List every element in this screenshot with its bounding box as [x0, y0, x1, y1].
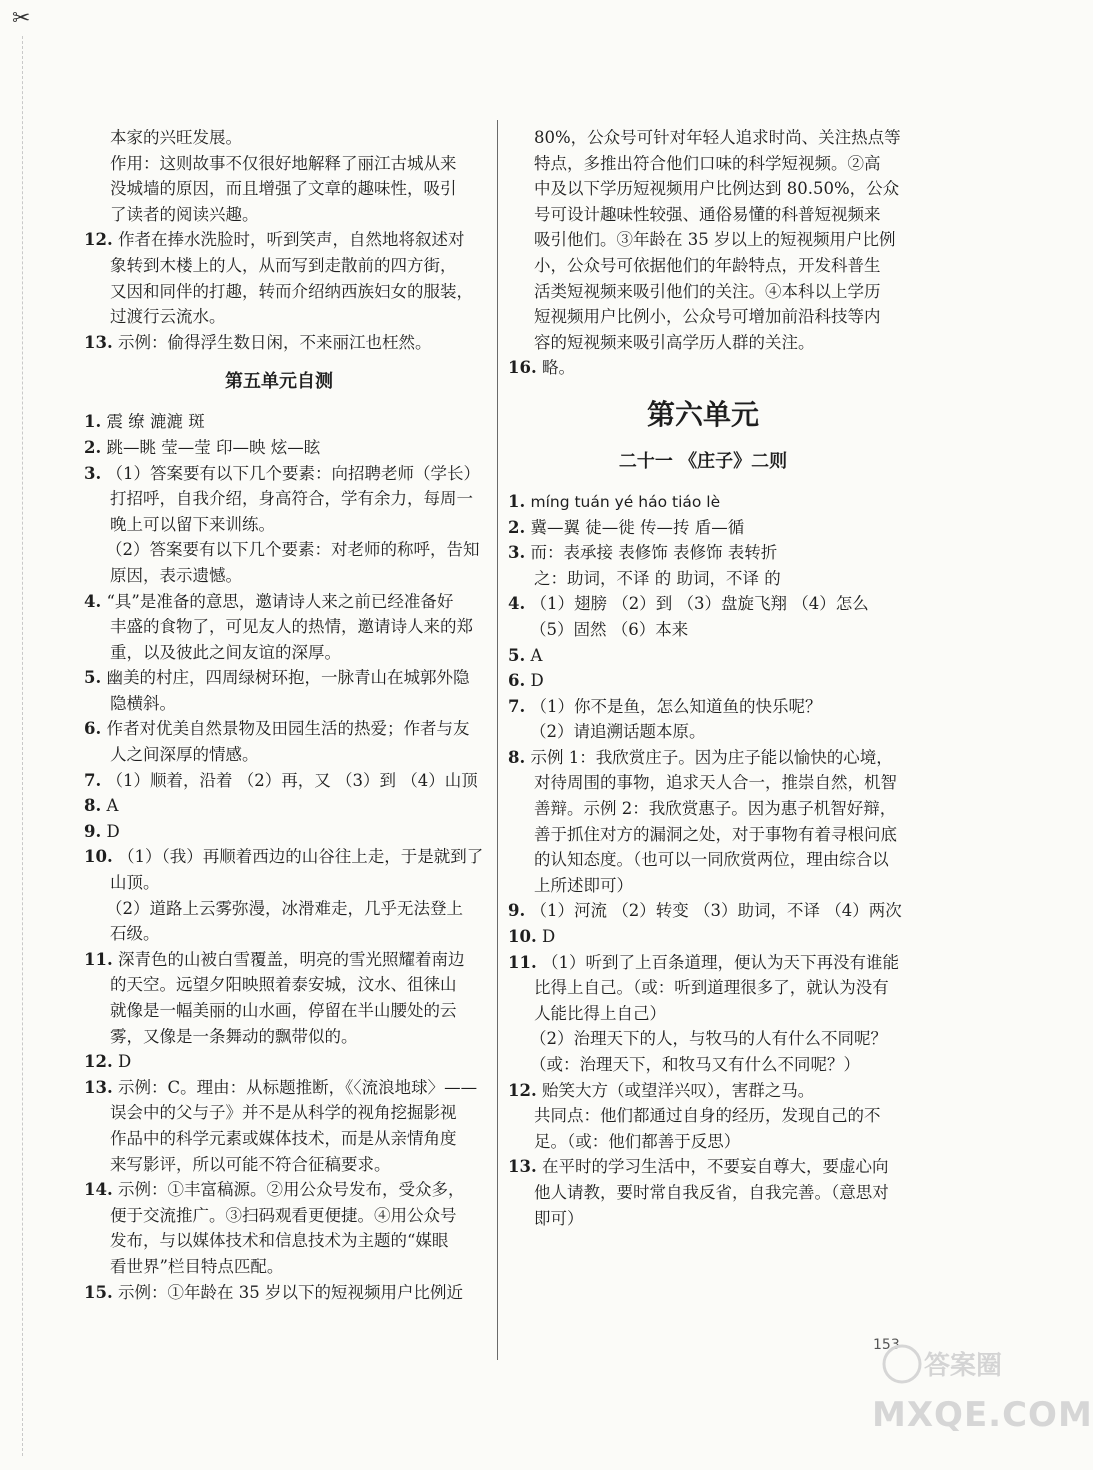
- answer-line: [84, 1049, 474, 1075]
- answer-text: 打招呼，自我介绍，身高符合，学有余力，每周一: [110, 489, 473, 509]
- answer-line: [508, 253, 898, 279]
- left-column: [84, 125, 484, 1305]
- answer-line: [84, 151, 474, 177]
- answer-line: [508, 125, 901, 151]
- answer-line: [84, 870, 474, 896]
- answer-line: [84, 1126, 474, 1152]
- answer-line: [84, 125, 474, 151]
- answer-line: [84, 768, 478, 794]
- answer-text: 的认知态度。（也可以一同欣赏两位，理由综合以: [534, 850, 889, 870]
- answer-line: [84, 202, 474, 228]
- answer-line: [508, 1129, 898, 1155]
- question-number: 8.: [508, 747, 526, 767]
- answer-line: [508, 202, 898, 228]
- answer-line: [508, 643, 898, 669]
- answer-text: 贻笑大方（或望洋兴叹），害群之马。: [541, 1080, 815, 1100]
- answer-line: [508, 822, 898, 848]
- answer-line: [508, 873, 898, 899]
- answer-line: [508, 1206, 898, 1232]
- answer-line: [84, 742, 474, 768]
- answer-text: （1）你不是鱼，怎么知道鱼的快乐呢？: [530, 696, 822, 716]
- answer-text: （1）河流 （2）转变 （3）助词，不译 （4）两次: [530, 901, 902, 921]
- answer-text: 没城墙的原因，而且增强了文章的趣味性，吸引: [110, 179, 457, 199]
- question-number: 1.: [84, 412, 102, 432]
- question-number: 1.: [508, 491, 526, 511]
- question-number: 8.: [84, 796, 102, 816]
- column-divider: [497, 120, 498, 1360]
- answer-text: 即可）: [534, 1208, 584, 1228]
- answer-line: [84, 896, 474, 922]
- answer-text: 略。: [541, 358, 575, 378]
- question-number: 3.: [508, 543, 526, 563]
- answer-line: [508, 1001, 898, 1027]
- answer-line: [508, 279, 898, 305]
- answer-text: 特点，多推出符合他们口味的科学短视频。②高: [534, 153, 881, 173]
- answer-line: [84, 947, 474, 973]
- answer-line: [508, 227, 898, 253]
- answer-text: （5）固然 （6）本来: [530, 619, 689, 639]
- question-number: 2.: [84, 437, 102, 457]
- answer-text: 冀—翼 徒—徙 传—抟 盾—循: [530, 517, 745, 537]
- answer-line: [508, 540, 898, 566]
- answer-line: [84, 819, 474, 845]
- answer-line: [84, 844, 484, 870]
- answer-text: 作者在捧水洗脸时，听到笑声，自然地将叙述对: [117, 230, 465, 250]
- answer-line: [508, 975, 898, 1001]
- question-number: 13.: [84, 1077, 113, 1097]
- question-number: 12.: [508, 1080, 537, 1100]
- answer-text: 善辩。示例 2：我欣赏惠子。因为惠子机智好辩，: [534, 799, 897, 819]
- unit-title: 第六单元: [646, 397, 759, 431]
- answer-line: [508, 898, 902, 924]
- answer-text: 作品中的科学元素或媒体技术，而是从亲情角度: [110, 1128, 457, 1148]
- answer-text: 幽美的村庄，四周绿树环抱，一脉青山在城郭外隐: [106, 668, 470, 688]
- answer-line: [508, 304, 898, 330]
- answer-line: [508, 566, 898, 592]
- answer-text: 本家的兴旺发展。: [110, 128, 242, 147]
- question-number: 7.: [508, 696, 526, 716]
- answer-text: 原因，表示遗憾。: [110, 565, 242, 585]
- answer-line: [84, 409, 474, 435]
- answer-text: 示例：C。理由：从标题推断，《〈流浪地球〉——: [117, 1077, 478, 1097]
- answer-text: 共同点：他们都通过自身的经历，发现自己的不: [534, 1106, 881, 1126]
- answer-text: 之：助词，不译 的 助词，不译 的: [534, 568, 781, 588]
- answer-line: [84, 1100, 474, 1126]
- answer-line: [508, 668, 898, 694]
- answer-line: [84, 1075, 478, 1101]
- answer-text: 了读者的阅读兴趣。: [110, 204, 259, 224]
- answer-line: [84, 1228, 474, 1254]
- answer-text: A: [106, 796, 119, 816]
- answer-line: [84, 279, 474, 305]
- question-number: 15.: [84, 1282, 113, 1302]
- answer-line: [84, 640, 474, 666]
- question-number: 5.: [508, 645, 526, 665]
- answer-text: 的天空。远望夕阳映照着泰安城，汶水、徂徕山: [110, 975, 457, 995]
- answer-text: 就像是一幅美丽的山水画，停留在半山腰处的云: [110, 1001, 457, 1020]
- question-number: 13.: [508, 1157, 537, 1177]
- question-number: 2.: [508, 517, 526, 537]
- answer-text: （2）答案要有以下几个要素：对老师的称呼，告知: [106, 540, 480, 560]
- watermark-text: MXQE.COM: [872, 1395, 1093, 1435]
- answer-text: 活类短视频来吸引他们的关注。④本科以上学历: [534, 281, 881, 301]
- answer-line: [84, 589, 474, 615]
- answer-text: 示例 1：我欣赏庄子。因为庄子能以愉快的心境，: [530, 747, 893, 767]
- answer-line: [508, 847, 898, 873]
- answer-line: [508, 770, 898, 796]
- answer-line: [84, 304, 474, 330]
- answer-text: 象转到木楼上的人，从而写到走散前的四方街，: [110, 255, 457, 275]
- answer-text: 隐横斜。: [110, 693, 176, 713]
- answer-text: 人能比得上自己）: [534, 1003, 666, 1023]
- answer-text: （1）翅膀 （2）到 （3）盘旋飞翔 （4）怎么: [530, 594, 869, 614]
- question-number: 6.: [508, 671, 526, 691]
- answer-text: “具”是准备的意思，邀请诗人来之前已经准备好: [106, 591, 454, 611]
- answer-text: 重，以及彼此之间友谊的深厚。: [110, 642, 341, 662]
- answer-text: 作用：这则故事不仅很好地解释了丽江古城从来: [110, 153, 457, 173]
- answer-line: [84, 330, 474, 356]
- answer-text: 容的短视频来吸引高学历人群的关注。: [534, 332, 815, 352]
- answer-text: 误会中的父与子》并不是从科学的视角挖掘影视: [110, 1103, 457, 1123]
- spacer: [84, 355, 474, 369]
- question-number: 14.: [84, 1180, 113, 1200]
- answer-line: [84, 1203, 474, 1229]
- answer-line: [508, 617, 898, 643]
- answer-text: 吸引他们。③年龄在 35 岁以上的短视频用户比例: [534, 230, 896, 250]
- question-number: 11.: [508, 952, 537, 972]
- answer-line: [84, 227, 474, 253]
- answer-line: [84, 691, 474, 717]
- answer-text: 人之间深厚的情感。: [110, 745, 259, 765]
- answer-line: [84, 461, 480, 487]
- answer-line: [84, 793, 474, 819]
- answer-line: [84, 1280, 474, 1306]
- question-number: 10.: [84, 847, 113, 867]
- spacer: [508, 475, 898, 489]
- answer-text: （1）听到了上百条道理，便认为天下再没有谁能: [541, 952, 899, 972]
- question-number: 13.: [84, 332, 113, 352]
- answer-text: 石级。: [110, 924, 160, 944]
- spacer: [508, 435, 898, 449]
- answer-line: [84, 665, 474, 691]
- answer-text: D: [106, 821, 120, 841]
- answer-line: [508, 1180, 898, 1206]
- answer-text: 比得上自己。（或：听到道理很多了，就认为没有: [534, 978, 889, 998]
- answer-text: 短视频用户比例小，公众号可增加前沿科技等内: [534, 307, 881, 327]
- answer-text: D: [530, 671, 544, 691]
- answer-line: [84, 998, 474, 1024]
- answer-text: 震 缭 漉漉 斑: [106, 412, 205, 432]
- answer-text: 在平时的学习生活中，不要妄自尊大，要虚心向: [541, 1157, 889, 1177]
- answer-text: 示例：①年龄在 35 岁以下的短视频用户比例近: [117, 1282, 463, 1302]
- answer-text: 足。（或：他们都善于反思）: [534, 1131, 741, 1151]
- answer-line: [84, 512, 474, 538]
- page-number: 153: [873, 1337, 900, 1353]
- question-number: 6.: [84, 719, 102, 739]
- answer-line: [508, 1078, 898, 1104]
- answer-line: [84, 614, 474, 640]
- answer-text: D: [117, 1052, 132, 1072]
- question-number: 9.: [508, 901, 526, 921]
- answer-line: [84, 1024, 474, 1050]
- answer-line: [84, 1152, 474, 1178]
- answer-line: [84, 537, 480, 563]
- answer-text: （2）请追溯话题本原。: [530, 722, 706, 742]
- answer-line: [84, 486, 474, 512]
- question-number: 10.: [508, 927, 537, 947]
- question-number: 16.: [508, 358, 537, 378]
- answer-text: 来写影评，所以可能不符合征稿要求。: [110, 1154, 391, 1174]
- spacer: [508, 381, 898, 395]
- answer-line: [84, 435, 474, 461]
- question-number: 4.: [84, 591, 102, 611]
- answer-line: [84, 253, 474, 279]
- answer-text: （2）道路上云雾弥漫，冰滑难走，几乎无法登上: [106, 898, 463, 918]
- answer-line: [84, 1177, 474, 1203]
- question-number: 7.: [84, 770, 102, 790]
- answer-line: [508, 745, 898, 771]
- answer-line: [508, 1103, 898, 1129]
- answer-line: [508, 1052, 898, 1078]
- answer-line: [508, 694, 898, 720]
- answer-text: míng tuán yé háo tiáo lè: [530, 492, 721, 511]
- logo-text: 答案圈: [924, 1351, 1003, 1381]
- answer-line: [508, 330, 898, 356]
- answer-line: [84, 563, 474, 589]
- question-number: 4.: [508, 594, 526, 614]
- answer-text: 而：表承接 表修饰 表修饰 表转折: [530, 543, 778, 563]
- question-number: 5.: [84, 668, 102, 688]
- answer-text: 示例：偷得浮生数日闲，不来丽江也枉然。: [117, 332, 432, 352]
- answer-text: 深青色的山被白雪覆盖，明亮的雪光照耀着南边: [117, 949, 465, 969]
- answer-text: 过渡行云流水。: [110, 307, 226, 327]
- watermark-logo: [880, 1340, 1003, 1390]
- answer-line: [84, 716, 474, 742]
- answer-line: [84, 921, 474, 947]
- spacer: [84, 395, 474, 409]
- logo-ring: [884, 1346, 920, 1382]
- answer-line: [508, 515, 898, 541]
- answer-text: 便于交流推广。③扫码观看更便捷。④用公众号: [110, 1205, 457, 1225]
- answer-text: 对待周围的事物，追求天人合一，推崇自然，机智: [534, 773, 897, 793]
- answer-line: [84, 176, 474, 202]
- question-number: 12.: [84, 1052, 113, 1072]
- answer-line: [84, 972, 474, 998]
- answer-text: 示例：①丰富稿源。②用公众号发布，受众多，: [117, 1180, 465, 1200]
- answer-text: （1）答案要有以下几个要素：向招聘老师（学长）: [106, 463, 480, 483]
- answer-text: （2）治理天下的人，与牧马的人有什么不同呢？: [530, 1029, 887, 1049]
- scissors-icon: ✂: [12, 6, 31, 31]
- answer-text: 号可设计趣味性较强、通俗易懂的科普短视频来: [534, 204, 881, 224]
- answer-text: 丰盛的食物了，可见友人的热情，邀请诗人来的郑: [110, 617, 473, 637]
- answer-line: [508, 176, 898, 202]
- answer-text: A: [530, 645, 543, 665]
- answer-line: [508, 719, 898, 745]
- answer-line: [508, 591, 898, 617]
- answer-text: 发布，与以媒体技术和信息技术为主题的“媒眼: [110, 1231, 449, 1251]
- answer-line: [508, 355, 898, 381]
- answer-line: [84, 1254, 474, 1280]
- answer-text: 跳—眺 莹—莹 印—映 炫—眩: [106, 437, 321, 457]
- answer-line: [508, 489, 898, 515]
- answer-text: （或：治理天下，和牧马又有什么不同呢？）: [530, 1055, 860, 1074]
- answer-text: 中及以下学历短视频用户比例达到 80.50%，公众: [534, 179, 900, 199]
- answer-text: 看世界”栏目特点匹配。: [110, 1256, 284, 1276]
- answer-text: D: [541, 927, 556, 947]
- answer-text: 晚上可以留下来训练。: [110, 514, 275, 534]
- answer-text: 山顶。: [110, 873, 160, 893]
- section-title: 第五单元自测: [225, 371, 333, 393]
- answer-line: [508, 1026, 898, 1052]
- answer-line: [508, 151, 898, 177]
- right-column: [508, 125, 902, 1231]
- answer-line: [508, 950, 898, 976]
- answer-text: 善于抓住对方的漏洞之处，对于事物有着寻根问底: [534, 824, 897, 844]
- cut-line: [22, 36, 23, 1456]
- question-number: 11.: [84, 949, 113, 969]
- answer-text: 上所述即可）: [534, 875, 633, 895]
- answer-line: [508, 1154, 898, 1180]
- answer-text: 他人请教，要时常自我反省，自我完善。（意思对: [534, 1182, 889, 1202]
- answer-text: （1）（我）再顺着西边的山谷往上走，于是就到了: [117, 847, 484, 867]
- question-number: 9.: [84, 821, 102, 841]
- answer-line: [508, 924, 898, 950]
- answer-text: 80%，公众号可针对年轻人追求时尚、关注热点等: [534, 128, 901, 147]
- answer-text: 又因和同伴的打趣，转而介绍纳西族妇女的服装，: [110, 281, 473, 301]
- section-title: 二十一 《庄子》二则: [618, 450, 788, 472]
- question-number: 12.: [84, 230, 113, 250]
- question-number: 3.: [84, 463, 102, 483]
- answer-text: （1）顺着，沿着 （2）再，又 （3）到 （4）山顶: [106, 770, 478, 790]
- answer-text: 雾，又像是一条舞动的飘带似的。: [110, 1026, 358, 1046]
- answer-text: 小，公众号可依据他们的年龄特点，开发科普生: [534, 255, 881, 275]
- answer-line: [508, 796, 898, 822]
- answer-text: 作者对优美自然景物及田园生活的热爱；作者与友: [106, 719, 470, 739]
